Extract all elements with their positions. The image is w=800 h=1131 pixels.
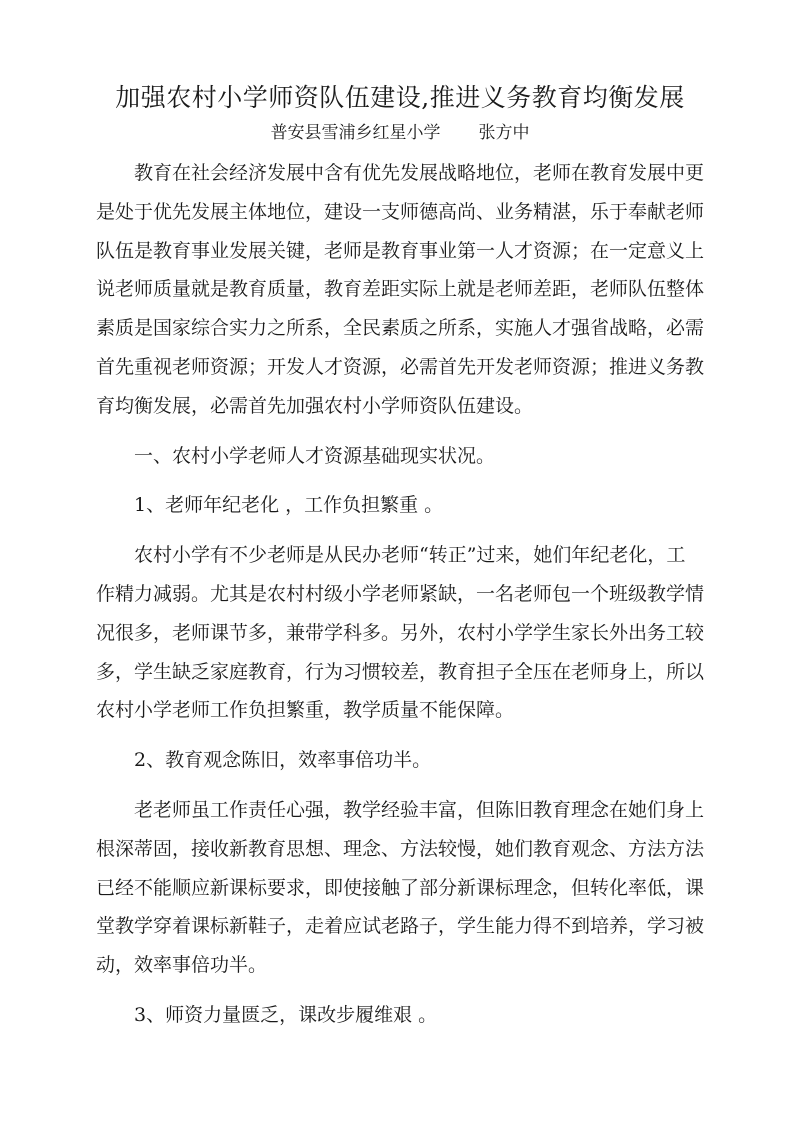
paragraph-line: 是处于优先发展主体地位，建设一支师德高尚、业务精湛，乐于奉献老师 [96,200,705,223]
paragraph-line: 况很多，老师课节多，兼带学科多。另外，农村小学学生家长外出务工较 [96,621,705,644]
paragraph-line: 作精力减弱。尤其是农村村级小学老师紧缺，一名老师包一个班级教学情 [96,582,705,605]
section-heading [96,437,708,476]
paragraph-line: 堂教学穿着课标新鞋子，走着应试老路子，学生能力得不到培养，学习被 [96,915,705,938]
paragraph-line: 说老师质量就是教育质量，教育差距实际上就是老师差距，老师队伍整体 [96,278,705,301]
paragraph-line: 老老师虽工作责任心强，教学经验丰富，但陈旧教育理念在她们身上 [96,798,705,821]
paragraph-line: 素质是国家综合实力之所系，全民素质之所系，实施人才强省战略，必需 [96,317,705,340]
paragraph [96,791,708,985]
paragraph-line: 农村小学有不少老师是从民办老师“转正”过来，她们年纪老化，工 [96,544,686,567]
paragraph-line: 根深蒂固，接收新教育思想、理念、方法较慢，她们教育观念、方法方法 [96,837,705,860]
paragraph [96,154,708,426]
paragraph-line: 农村小学老师工作负担繁重，教学质量不能保障。 [96,699,515,722]
subheading-line: 1、老师年纪老化 ，工作负担繁重 。 [96,494,444,517]
paragraph [96,536,708,730]
byline-author: 张方中 [478,123,530,143]
subheading [96,741,708,780]
byline [0,120,800,146]
paragraph-line: 育均衡发展，必需首先加强农村小学师资队伍建设。 [96,394,534,417]
paragraph-line: 首先重视老师资源；开发人才资源，必需首先开发老师资源；推进义务教 [96,355,705,378]
section-heading-line: 一、农村小学老师人才资源基础现实状况。 [96,444,496,467]
subheading-line: 2、教育观念陈旧，效率事倍功半。 [96,749,432,772]
subheading-line: 3、师资力量匮乏，课改步履维艰 。 [96,1003,438,1026]
byline-school: 普安县雪浦乡红星小学 [270,123,441,143]
paragraph-line: 队伍是教育事业发展关键，老师是教育事业第一人才资源；在一定意义上 [96,239,705,262]
paragraph-line: 已经不能顺应新课标要求，即使接触了部分新课标理念，但转化率低，课 [96,876,705,899]
paragraph-line: 教育在社会经济发展中含有优先发展战略地位，老师在教育发展中更 [96,162,705,184]
paragraph-line: 动，效率事倍功半。 [96,954,268,977]
subheading [96,996,708,1035]
subheading [96,486,708,525]
document-title: 加强农村小学师资队伍建设,推进义务教育均衡发展 [115,83,685,112]
paragraph-line: 多，学生缺乏家庭教育，行为习惯较差，教育担子全压在老师身上，所以 [96,660,705,683]
document-body [96,154,708,1035]
